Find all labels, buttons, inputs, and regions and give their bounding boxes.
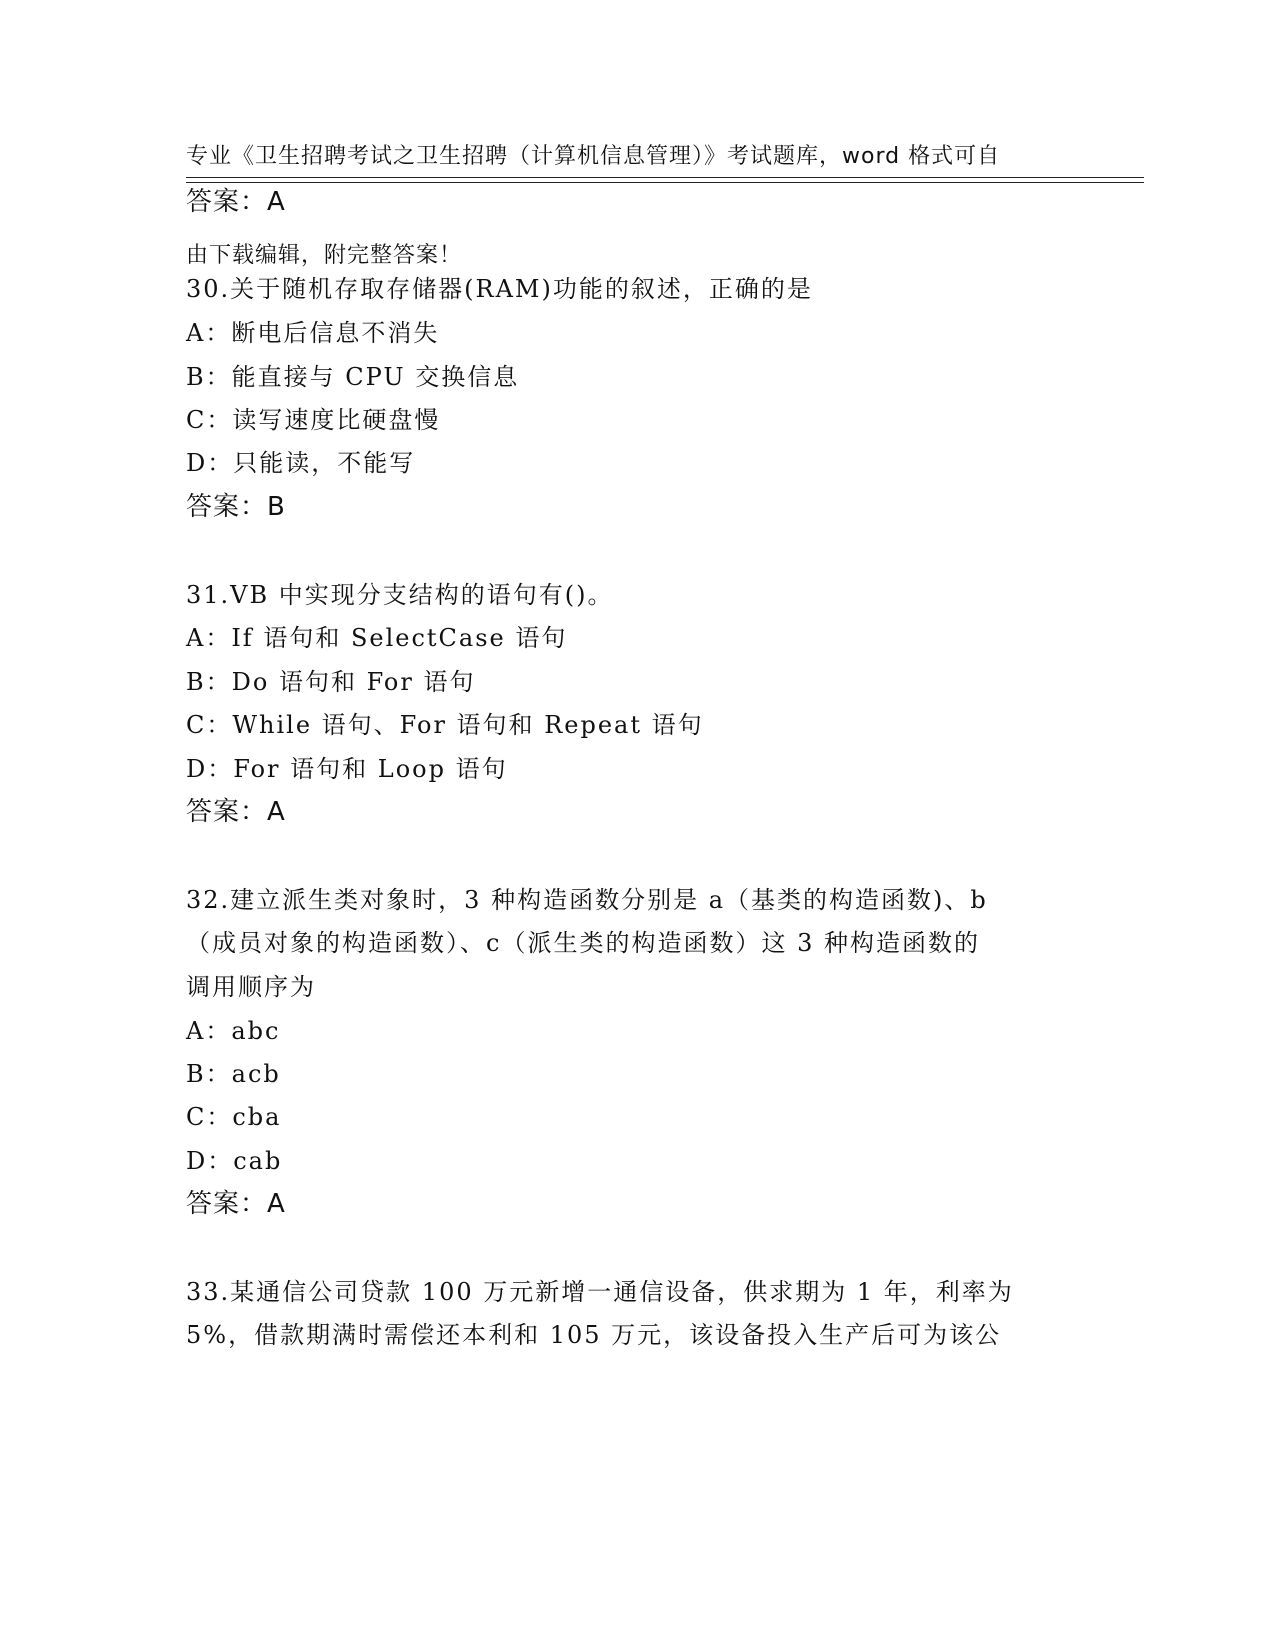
question-32-option-a: A：abc (186, 1017, 281, 1045)
header-line-2: 由下载编辑，附完整答案！ (186, 243, 463, 268)
question-32-stem-line-2: （成员对象的构造函数）、c（派生类的构造函数）这 3 种构造函数的 (186, 929, 980, 957)
question-32-option-c: C：cba (186, 1103, 282, 1131)
question-30-option-a: A：断电后信息不消失 (186, 319, 440, 347)
question-30-answer: 答案：B (186, 492, 286, 522)
question-32-answer: 答案：A (186, 1189, 286, 1219)
question-30-stem: 30.关于随机存取存储器(RAM)功能的叙述，正确的是 (186, 275, 813, 303)
question-30-option-d: D：只能读，不能写 (186, 449, 416, 477)
question-32-stem-line-1: 32.建立派生类对象时，3 种构造函数分别是 a（基类的构造函数)、b (186, 886, 988, 914)
question-31-option-a: A：If 语句和 SelectCase 语句 (186, 624, 568, 652)
question-30-option-c: C：读写速度比硬盘慢 (186, 406, 441, 434)
question-31-option-b: B：Do 语句和 For 语句 (186, 668, 476, 696)
header-rule-bottom (186, 182, 1144, 183)
question-33-stem-line-1: 33.某通信公司贷款 100 万元新增一通信设备，供求期为 1 年，利率为 (186, 1278, 1014, 1306)
question-31-answer: 答案：A (186, 797, 286, 827)
header-rule-top (186, 177, 1144, 178)
header-line-1: 专业《卫生招聘考试之卫生招聘（计算机信息管理）》考试题库，word 格式可自 (186, 144, 1001, 169)
question-31-option-d: D：For 语句和 Loop 语句 (186, 755, 508, 783)
question-31-stem: 31.VB 中实现分支结构的语句有()。 (186, 581, 614, 609)
previous-answer: 答案：A (186, 187, 286, 217)
question-30-option-b: B：能直接与 CPU 交换信息 (186, 363, 520, 391)
question-32-stem-line-3: 调用顺序为 (186, 973, 316, 1001)
question-33-stem-line-2: 5%，借款期满时需偿还本利和 105 万元，该设备投入生产后可为该公 (186, 1321, 1002, 1349)
question-32-option-d: D：cab (186, 1147, 283, 1175)
question-32-option-b: B：acb (186, 1060, 281, 1088)
question-31-option-c: C：While 语句、For 语句和 Repeat 语句 (186, 711, 704, 739)
